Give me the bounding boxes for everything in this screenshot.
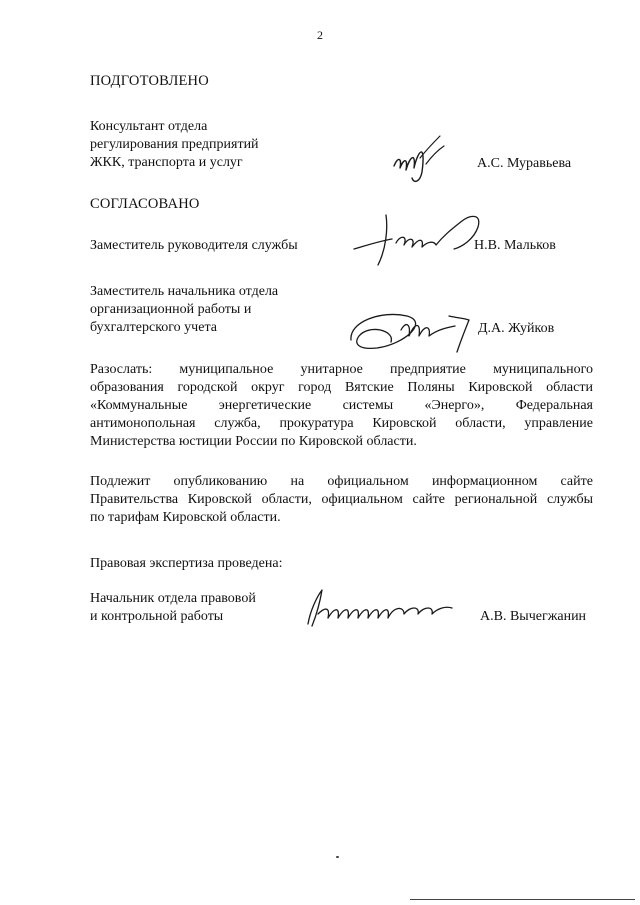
word: на bbox=[290, 474, 305, 489]
word: муниципального bbox=[493, 362, 593, 377]
approver-name: Н.В. Мальков bbox=[474, 238, 556, 253]
distribution-last-line: Министерства юстиции России по Кировской области. bbox=[90, 434, 417, 449]
word: служба, bbox=[214, 416, 261, 431]
publication-line bbox=[90, 473, 593, 491]
publication-line bbox=[90, 491, 593, 509]
word: области bbox=[546, 380, 593, 395]
word: энергетические bbox=[218, 398, 312, 413]
word: образования bbox=[90, 380, 164, 395]
distribution-line bbox=[90, 397, 593, 415]
word: город bbox=[298, 380, 332, 395]
prepared-position-line: Консультант отдела bbox=[90, 119, 208, 134]
word: Кировской bbox=[372, 416, 437, 431]
bottom-rule bbox=[410, 899, 635, 900]
signature-muravyeva bbox=[390, 128, 450, 186]
word: Разослать: bbox=[90, 362, 153, 377]
distribution-line bbox=[90, 415, 593, 433]
word: округ bbox=[251, 380, 285, 395]
word: Поляны bbox=[407, 380, 455, 395]
legal-position-line: и контрольной работы bbox=[90, 609, 224, 624]
word: официальном bbox=[327, 474, 409, 489]
word: муниципальное bbox=[179, 362, 274, 377]
word: системы bbox=[342, 398, 394, 413]
word: Федеральная bbox=[515, 398, 593, 413]
word: Кировской bbox=[468, 380, 533, 395]
word: Вятские bbox=[344, 380, 394, 395]
word: службы bbox=[546, 492, 593, 507]
word: прокуратура bbox=[279, 416, 354, 431]
publication-paragraph bbox=[90, 473, 593, 527]
approver-position-line: организационной работы и bbox=[90, 302, 252, 317]
word: антимонопольная bbox=[90, 416, 196, 431]
word: предприятие bbox=[390, 362, 466, 377]
word: Подлежит bbox=[90, 474, 151, 489]
word: Кировской bbox=[187, 492, 252, 507]
legal-review-statement: Правовая экспертиза проведена: bbox=[90, 556, 283, 571]
legal-position-line: Начальник отдела правовой bbox=[90, 591, 256, 606]
page-number: 2 bbox=[317, 28, 323, 42]
signature-vychegzhanin bbox=[300, 584, 460, 630]
approved-heading: СОГЛАСОВАНО bbox=[90, 196, 200, 212]
prepared-name: А.С. Муравьева bbox=[477, 156, 572, 171]
word: «Энерго», bbox=[424, 398, 485, 413]
word: городской bbox=[177, 380, 238, 395]
prepared-position-line: ЖКК, транспорта и услуг bbox=[90, 155, 243, 170]
publication-last-line: по тарифам Кировской области. bbox=[90, 510, 281, 525]
word: сайте bbox=[560, 474, 593, 489]
word: области, bbox=[455, 416, 506, 431]
word: Правительства bbox=[90, 492, 179, 507]
word: опубликованию bbox=[173, 474, 268, 489]
approver-position-line: бухгалтерского учета bbox=[90, 320, 217, 335]
approver-name: Д.А. Жуйков bbox=[478, 321, 555, 336]
approver-position-line: Заместитель начальника отдела bbox=[90, 284, 279, 299]
prepared-position-line: регулирования предприятий bbox=[90, 137, 259, 152]
word: области, bbox=[261, 492, 312, 507]
signature-malkov bbox=[350, 205, 490, 271]
legal-name: А.В. Вычегжанин bbox=[480, 609, 587, 624]
signature-zhuykov bbox=[345, 300, 475, 355]
word: унитарное bbox=[300, 362, 363, 377]
word: информационном bbox=[431, 474, 538, 489]
prepared-heading: ПОДГОТОВЛЕНО bbox=[90, 73, 209, 89]
scan-speck bbox=[336, 856, 339, 858]
word: региональной bbox=[454, 492, 538, 507]
distribution-line bbox=[90, 379, 593, 397]
word: официальном bbox=[321, 492, 403, 507]
distribution-line bbox=[90, 361, 593, 379]
word: сайте bbox=[412, 492, 445, 507]
approver-position-line: Заместитель руководителя службы bbox=[90, 238, 298, 253]
word: управление bbox=[524, 416, 593, 431]
word: «Коммунальные bbox=[90, 398, 188, 413]
distribution-paragraph bbox=[90, 361, 593, 451]
